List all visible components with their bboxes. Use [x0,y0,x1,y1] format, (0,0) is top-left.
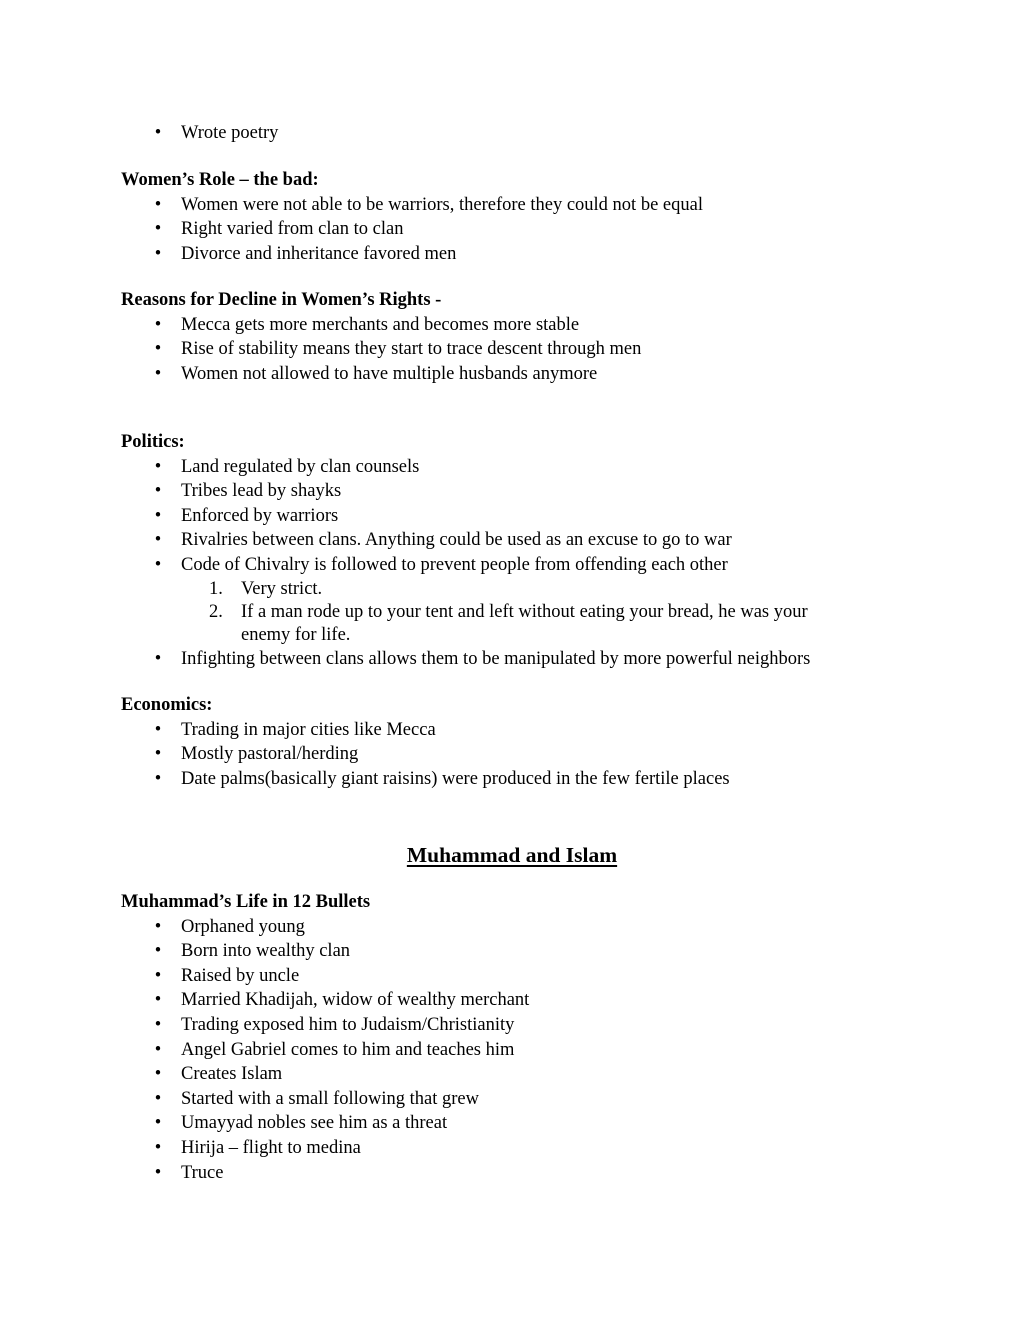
list-item: • Raised by uncle [121,964,901,989]
list-item: • Land regulated by clan counsels [121,455,901,480]
list-item: • Code of Chivalry is followed to prevent people from offending each other [121,553,901,578]
intro-section [121,121,901,146]
bullet-icon: • [154,1088,162,1109]
bullet-icon: • [154,505,162,526]
bullet-icon: • [154,1137,162,1158]
bullet-icon: • [154,1039,162,1060]
bullet-icon: • [154,965,162,986]
muhammad-life-section [121,890,901,1185]
bullet-icon: • [154,243,162,264]
list-item: • Date palms(basically giant raisins) were produced in the few fertile places [121,767,901,792]
section-heading: Muhammad’s Life in 12 Bullets [121,892,371,912]
list-item: • Wrote poetry [121,121,901,146]
list-item: • Right varied from clan to clan [121,217,901,242]
muhammad-life-list [121,915,901,1186]
list-item: • Divorce and inheritance favored men [121,242,901,267]
list-item: • Mecca gets more merchants and becomes more stable [121,313,901,338]
list-item: • Women were not able to be warriors, therefore they could not be equal [121,193,901,218]
list-item: • Hirija – flight to medina [121,1136,901,1161]
sublist-item: 1. Very strict. [209,578,323,599]
bullet-icon: • [154,941,162,962]
section-heading: Economics: [121,695,213,715]
bullet-icon: • [154,1162,162,1183]
bullet-icon: • [154,456,162,477]
bullet-icon: • [154,719,162,740]
decline-list [121,313,901,387]
intro-list [121,121,901,146]
section-heading: Reasons for Decline in Women’s Rights - [121,290,442,310]
womens-role-bad-list [121,193,901,267]
bullet-icon: • [154,339,162,360]
economics-section [121,693,901,791]
list-item: • Mostly pastoral/herding [121,742,901,767]
list-item: • Born into wealthy clan [121,939,901,964]
list-item: • Rivalries between clans. Anything could be used as an excuse to go to war [121,528,901,553]
section-heading: Politics: [121,432,185,452]
list-item: • Angel Gabriel comes to him and teaches him [121,1038,901,1063]
list-item: • Tribes lead by shayks [121,479,901,504]
bullet-icon: • [154,1064,162,1085]
bullet-icon: • [154,530,162,551]
decline-section [121,288,901,386]
bullet-icon: • [154,554,162,575]
bullet-icon: • [154,744,162,765]
bullet-icon: • [154,123,162,143]
list-item: • Truce [121,1161,901,1186]
bullet-icon: • [154,916,162,937]
list-item: • Married Khadijah, widow of wealthy merchant [121,988,901,1013]
sublist-item: 2. If a man rode up to your tent and left without eating your bread, he was your enemy for life. [209,601,808,646]
list-item: • Infighting between clans allows them to be manipulated by more powerful neighbors [121,647,901,672]
politics-list [121,455,901,578]
page-title: Muhammad and Islam [406,843,618,867]
economics-list [121,718,901,792]
bullet-icon: • [154,219,162,240]
politics-list-continued [121,647,901,672]
list-item: • Creates Islam [121,1062,901,1087]
list-item: • Started with a small following that grew [121,1087,901,1112]
bullet-icon: • [154,363,162,384]
list-item: • Women not allowed to have multiple husbands anymore [121,362,901,387]
list-item: • Enforced by warriors [121,504,901,529]
list-item: • Trading in major cities like Mecca [121,718,901,743]
bullet-icon: • [154,1014,162,1035]
chivalry-sublist [121,578,901,648]
list-item: • Umayyad nobles see him as a threat [121,1111,901,1136]
bullet-icon: • [154,990,162,1011]
politics-section [121,430,901,672]
list-item: • Rise of stability means they start to trace descent through men [121,337,901,362]
list-item: • Trading exposed him to Judaism/Christianity [121,1013,901,1038]
bullet-icon: • [154,1113,162,1134]
bullet-icon: • [154,768,162,789]
section-heading: Women’s Role – the bad: [121,170,319,190]
bullet-icon: • [154,194,162,215]
list-item: • Orphaned young [121,915,901,940]
bullet-icon: • [154,649,162,670]
bullet-icon: • [154,481,162,502]
bullet-icon: • [154,314,162,335]
womens-role-bad-section [121,168,901,266]
